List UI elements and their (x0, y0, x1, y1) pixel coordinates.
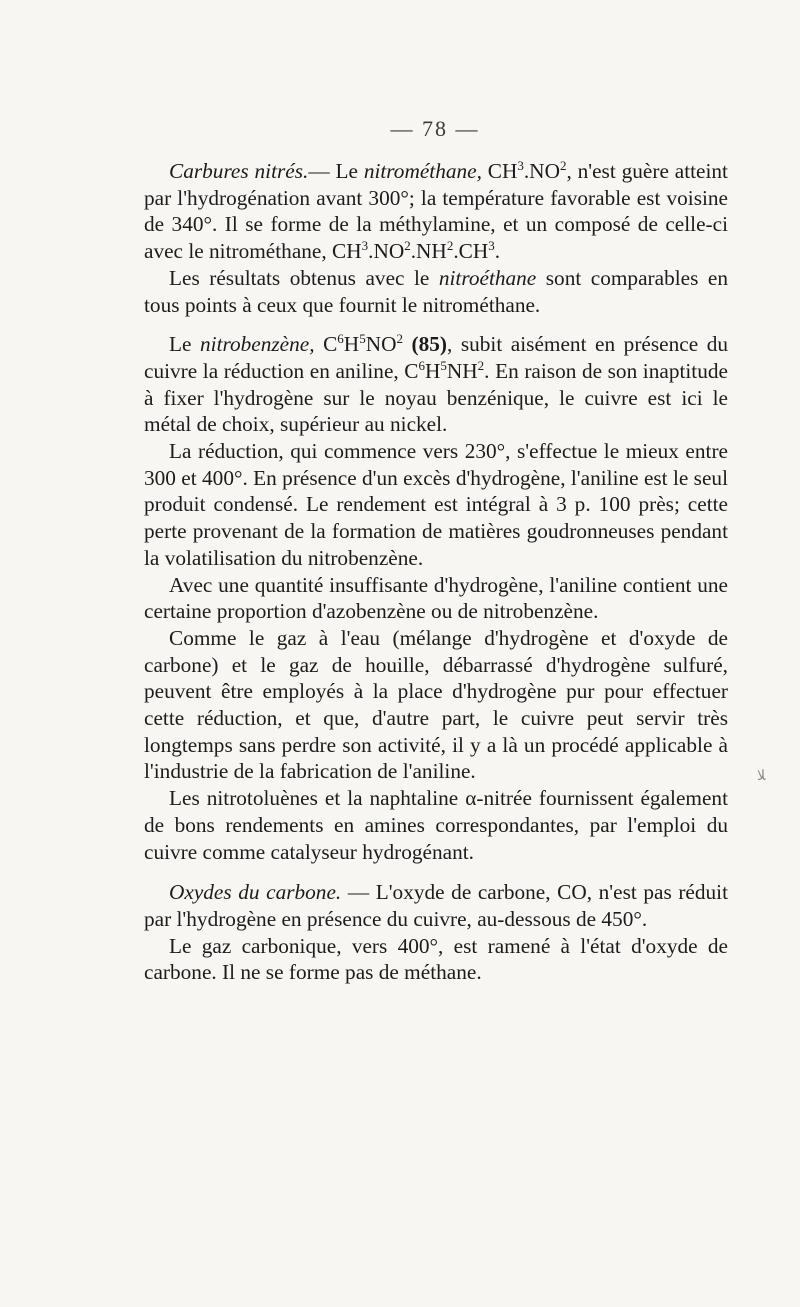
page-number: — 78 — (390, 116, 480, 141)
section-heading-carbures-nitres: Carbures nitrés. (169, 159, 309, 183)
paragraph-reduction: La réduction, qui commence vers 230°, s'effectue le mieux entre 300 et 400°. En présence d'un excès d'hydrogène, l'aniline est le seul produit condensé. Le rendement est intégral à 3 p. 100 près; cette perte provenant de la formation de matières goudronneuses pendant la volatilisation du nitrobenzène. (144, 439, 728, 570)
paragraph-water-gas: Comme le gaz à l'eau (mélange d'hydrogène et d'oxyde de carbone) et le gaz de houille, débarrassé d'hydrogène sulfuré, peuvent être employés à la place d'hydrogène pur pour effectuer cette réduction, et que, d'autre part, le cuivre peut servir très longtemps sans perdre son activité, il y a là un procédé applicable à l'industrie de la fabrication de l'aniline. (144, 625, 728, 784)
section-heading-oxydes-du-carbone: Oxydes du carbone. (169, 880, 342, 905)
term-nitrobenzene: nitrobenzène, (200, 332, 315, 357)
paragraph-nitroethane: Les résultats obtenus avec le nitroéthane sont comparables en tous points à ceux que fournit le nitrométhane. (144, 265, 728, 317)
term-nitromethane: nitrométhane, (363, 159, 482, 183)
paragraph-nitro-carbures: Carbures nitrés.— Le nitrométhane, $CH^3.NO^2$, n'est guère atteint par l'hydrogénation avant 300°; la température favorable est voisine de 340°. Il se forme de la méthylamine, et un composé de celle-ci avec le nitrométhane, $CH^3.NO^2.NH^2.CH^3$. (144, 158, 728, 264)
paragraph-nitrotoluenes: Les nitrotoluènes et la naphtaline α-nitrée fournissent également de bons rendements en amines correspondantes, par l'emploi du cuivre comme catalyseur hydrogénant. (144, 786, 728, 864)
paragraph-carbonic-gas: Le gaz carbonique, vers 400°, est ramené à l'état d'oxyde de carbone. Il ne se forme pas de méthane. (144, 933, 728, 985)
body-text (144, 158, 728, 986)
paragraph-nitrobenzene: Le nitrobenzène, $C^6H^5NO^2$ (85), subit aisément en présence du cuivre la réduction en aniline, $C^6H^5NH^2$. En raison de son inaptitude à fixer l'hydrogène sur le noyau benzénique, le cuivre est ici le métal de choix, supérieur au nickel. (144, 331, 728, 437)
paragraph-insufficient-hydrogen: Avec une quantité insuffisante d'hydrogène, l'aniline contient une certaine proportion d'azobenzène ou de nitrobenzène. (144, 572, 728, 624)
margin-mark: ﻼ (757, 769, 766, 784)
reference-number: (85) (402, 332, 447, 357)
term-nitroethane: nitroéthane (438, 265, 537, 290)
paragraph-carbon-oxides: Oxydes du carbone. — L'oxyde de carbone, CO, n'est pas réduit par l'hydrogène en présence du cuivre, au-dessous de 450°. (144, 880, 728, 931)
